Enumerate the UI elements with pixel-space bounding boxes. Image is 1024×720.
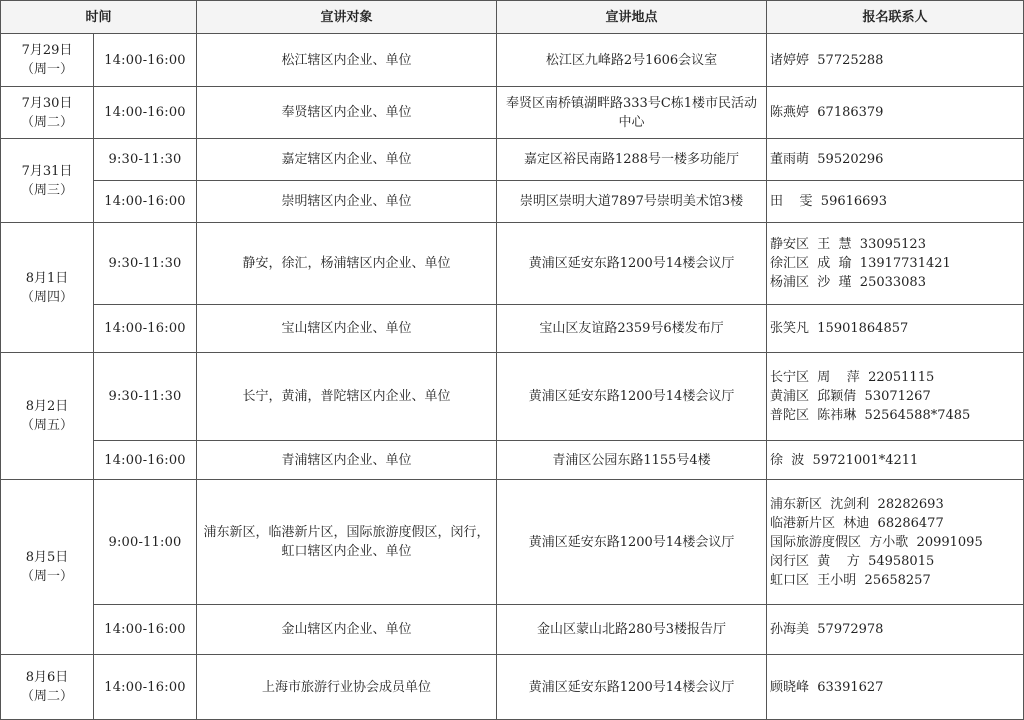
date-cell (1, 353, 94, 480)
venue-cell: 黄浦区延安东路1200号14楼会议厅 (497, 353, 767, 441)
time-cell: 14:00-16:00 (94, 305, 197, 353)
contact-line: 顾晓峰 63391627 (770, 679, 884, 695)
date-cell (1, 223, 94, 353)
table-row (1, 223, 1024, 305)
date-label: 8月6日 (25, 670, 69, 685)
audience-cell: 金山辖区内企业、单位 (197, 605, 497, 655)
venue-cell: 宝山区友谊路2359号6楼发布厅 (497, 305, 767, 353)
date-cell (1, 655, 94, 720)
audience-cell: 青浦辖区内企业、单位 (197, 441, 497, 480)
audience-cell: 嘉定辖区内企业、单位 (197, 139, 497, 181)
audience-cell: 奉贤辖区内企业、单位 (197, 87, 497, 139)
header-time: 时间 (1, 1, 197, 34)
contact-line: 长宁区 周 萍 22051115 (770, 370, 935, 385)
date-label: 8月5日 (25, 550, 69, 565)
audience-cell: 松江辖区内企业、单位 (197, 34, 497, 87)
contact-cell (767, 305, 1024, 353)
contact-line: 闵行区 黄 方 54958015 (770, 553, 935, 569)
contact-cell (767, 441, 1024, 480)
contact-cell (767, 480, 1024, 605)
table-row (1, 353, 1024, 441)
venue-cell: 崇明区崇明大道7897号崇明美术馆3楼 (497, 181, 767, 223)
contact-line: 浦东新区 沈剑利 28282693 (770, 496, 944, 512)
contact-line: 董雨萌 59520296 (770, 152, 884, 167)
date-label: 8月1日 (25, 270, 69, 286)
audience-cell: 静安，徐汇，杨浦辖区内企业、单位 (197, 223, 497, 305)
table-row (1, 655, 1024, 720)
date-label: 8月2日 (25, 399, 69, 414)
weekday-label: （周五） (20, 418, 73, 433)
audience-cell: 长宁，黄浦，普陀辖区内企业、单位 (197, 353, 497, 441)
weekday-label: （周二） (20, 689, 73, 704)
date-label: 7月29日 (21, 43, 73, 58)
date-label: 7月31日 (21, 163, 73, 179)
contact-line: 静安区 王 慧 33095123 (770, 237, 926, 252)
weekday-label: （周一） (20, 62, 73, 77)
header-row (1, 1, 1024, 34)
time-cell: 14:00-16:00 (94, 605, 197, 655)
table-row (1, 87, 1024, 139)
contact-line: 田 雯 59616693 (770, 194, 887, 209)
time-cell: 14:00-16:00 (94, 441, 197, 480)
time-cell: 9:30-11:30 (94, 223, 197, 305)
header-audience: 宣讲对象 (197, 1, 497, 34)
time-cell: 14:00-16:00 (94, 34, 197, 87)
time-cell: 9:30-11:30 (94, 139, 197, 181)
time-cell: 9:00-11:00 (94, 480, 197, 605)
contact-line: 临港新片区 林迪 68286477 (770, 515, 944, 531)
contact-line: 张笑凡 15901864857 (770, 321, 909, 336)
table-row (1, 34, 1024, 87)
date-cell (1, 34, 94, 87)
weekday-label: （周一） (20, 569, 73, 584)
time-cell: 14:00-16:00 (94, 655, 197, 720)
weekday-label: （周四） (20, 289, 73, 305)
venue-cell: 黄浦区延安东路1200号14楼会议厅 (497, 655, 767, 720)
venue-cell: 松江区九峰路2号1606会议室 (497, 34, 767, 87)
contact-cell (767, 353, 1024, 441)
date-cell (1, 87, 94, 139)
venue-cell: 黄浦区延安东路1200号14楼会议厅 (497, 480, 767, 605)
table-row (1, 480, 1024, 605)
venue-cell: 嘉定区裕民南路1288号一楼多功能厅 (497, 139, 767, 181)
date-cell (1, 480, 94, 655)
contact-line: 诸婷婷 57725288 (770, 52, 884, 68)
contact-line: 陈燕婷 67186379 (770, 105, 884, 120)
contact-cell (767, 223, 1024, 305)
contact-line: 杨浦区 沙 瑾 25033083 (770, 275, 926, 290)
audience-cell: 宝山辖区内企业、单位 (197, 305, 497, 353)
contact-cell (767, 655, 1024, 720)
audience-cell: 浦东新区，临港新片区，国际旅游度假区，闵行，虹口辖区内企业、单位 (197, 480, 497, 605)
contact-cell (767, 605, 1024, 655)
table-row (1, 181, 1024, 223)
time-cell: 14:00-16:00 (94, 87, 197, 139)
contact-cell (767, 139, 1024, 181)
table-row (1, 305, 1024, 353)
venue-cell: 奉贤区南桥镇湖畔路333号C栋1楼市民活动中心 (497, 87, 767, 139)
contact-line: 普陀区 陈祎琳 52564588*7485 (770, 408, 971, 423)
time-cell: 14:00-16:00 (94, 181, 197, 223)
header-venue: 宣讲地点 (497, 1, 767, 34)
contact-cell (767, 87, 1024, 139)
date-label: 7月30日 (21, 95, 73, 111)
contact-line: 徐汇区 成 瑜 13917731421 (770, 256, 951, 271)
weekday-label: （周三） (20, 182, 73, 198)
audience-cell: 上海市旅游行业协会成员单位 (197, 655, 497, 720)
date-cell (1, 139, 94, 223)
venue-cell: 金山区蒙山北路280号3楼报告厅 (497, 605, 767, 655)
contact-line: 黄浦区 邱颖倩 53071267 (770, 389, 931, 404)
venue-cell: 青浦区公园东路1155号4楼 (497, 441, 767, 480)
time-cell: 9:30-11:30 (94, 353, 197, 441)
weekday-label: （周二） (20, 114, 73, 130)
table-row (1, 139, 1024, 181)
header-contact: 报名联系人 (767, 1, 1024, 34)
contact-line: 徐 波 59721001*4211 (770, 452, 919, 468)
table-row (1, 605, 1024, 655)
table-row (1, 441, 1024, 480)
audience-cell: 崇明辖区内企业、单位 (197, 181, 497, 223)
contact-cell (767, 34, 1024, 87)
contact-cell (767, 181, 1024, 223)
contact-line: 国际旅游度假区 方小歌 20991095 (770, 534, 983, 550)
venue-cell: 黄浦区延安东路1200号14楼会议厅 (497, 223, 767, 305)
contact-line: 孙海美 57972978 (770, 622, 884, 637)
contact-line: 虹口区 王小明 25658257 (770, 572, 931, 588)
